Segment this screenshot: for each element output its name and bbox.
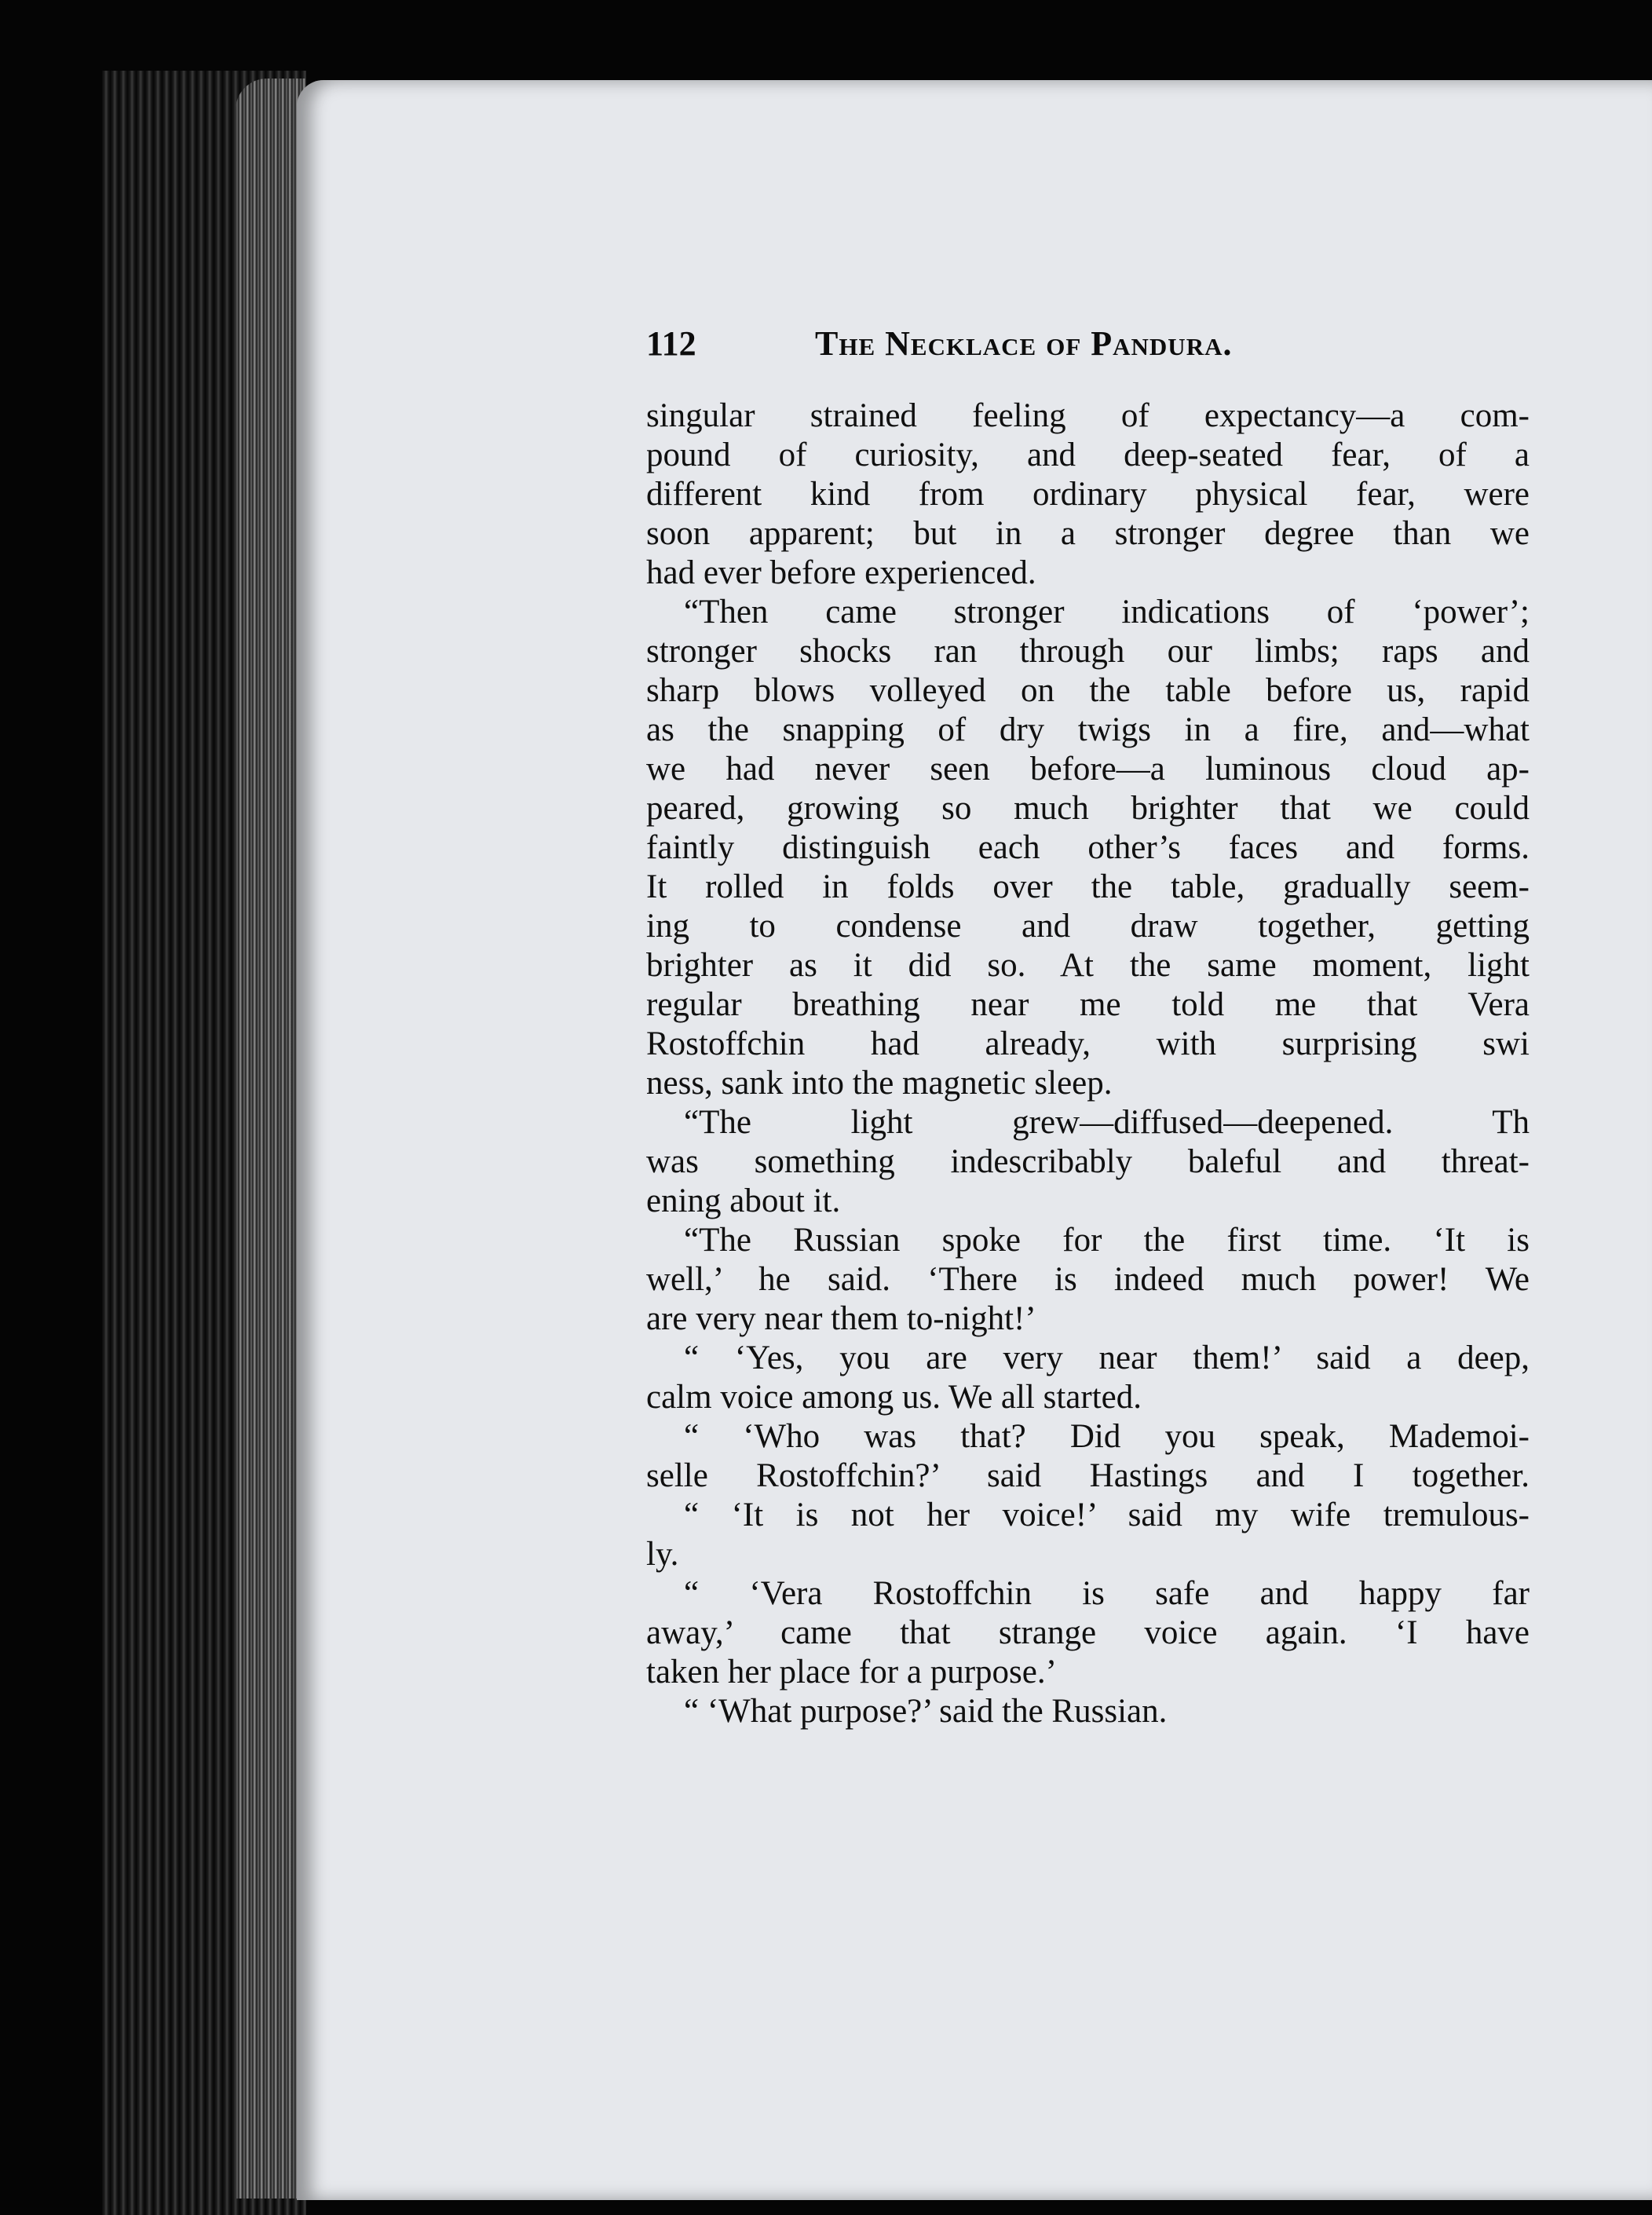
text-line: pound of curiosity, and deep-seated fear, of a <box>646 437 1530 473</box>
page-header <box>297 323 1652 371</box>
text-line: “ ‘It is not her voice!’ said my wife tremulous- <box>684 1497 1530 1533</box>
text-line: we had never seen before—a luminous cloud ap- <box>646 751 1530 788</box>
text-line: sharp blows volleyed on the table before us, rapid <box>646 672 1530 709</box>
page-number: 112 <box>646 324 696 363</box>
text-line: are very near them to-night!’ <box>646 1300 1036 1337</box>
page-stack-edge <box>236 79 306 2199</box>
text-line: had ever before experienced. <box>646 554 1036 591</box>
body-text <box>646 397 1530 1731</box>
text-line: selle Rostoffchin?’ said Hastings and I together. <box>646 1457 1530 1494</box>
running-head: The Necklace of Pandura. <box>815 324 1233 363</box>
text-line: soon apparent; but in a stronger degree than we <box>646 515 1530 552</box>
text-line: regular breathing near me told me that Vera <box>646 986 1530 1023</box>
text-line: It rolled in folds over the table, gradually seem- <box>646 868 1530 905</box>
text-line: ly. <box>646 1536 679 1573</box>
text-line: “ ‘What purpose?’ said the Russian. <box>684 1693 1168 1730</box>
text-line: “The Russian spoke for the first time. ‘It is <box>684 1222 1530 1259</box>
text-line: as the snapping of dry twigs in a fire, and—what <box>646 711 1530 748</box>
book-page <box>297 80 1652 2200</box>
text-line: taken her place for a purpose.’ <box>646 1654 1057 1690</box>
text-line: calm voice among us. We all started. <box>646 1379 1142 1416</box>
text-line: ening about it. <box>646 1182 841 1219</box>
text-line: well,’ he said. ‘There is indeed much power! We <box>646 1261 1530 1298</box>
text-line: faintly distinguish each other’s faces and forms. <box>646 829 1530 866</box>
text-line: “ ‘Yes, you are very near them!’ said a deep, <box>684 1340 1530 1376</box>
text-line: “ ‘Vera Rostoffchin is safe and happy far <box>684 1575 1530 1612</box>
text-line: ing to condense and draw together, getting <box>646 908 1530 945</box>
text-line: peared, growing so much brighter that we could <box>646 790 1530 827</box>
text-line: “ ‘Who was that? Did you speak, Mademoi- <box>684 1418 1530 1455</box>
text-line: ness, sank into the magnetic sleep. <box>646 1065 1113 1102</box>
text-line: Rostoffchin had already, with surprising swi <box>646 1025 1530 1062</box>
text-line: “The light grew—diffused—deepened. Th <box>684 1104 1530 1141</box>
text-line: brighter as it did so. At the same moment, light <box>646 947 1530 984</box>
text-line: was something indescribably baleful and threat- <box>646 1143 1530 1180</box>
text-line: stronger shocks ran through our limbs; raps and <box>646 633 1530 670</box>
text-line: singular strained feeling of expectancy—a com- <box>646 397 1530 434</box>
text-line: away,’ came that strange voice again. ‘I have <box>646 1614 1530 1651</box>
text-line: “Then came stronger indications of ‘power’; <box>684 594 1530 631</box>
text-line: different kind from ordinary physical fear, were <box>646 476 1530 513</box>
